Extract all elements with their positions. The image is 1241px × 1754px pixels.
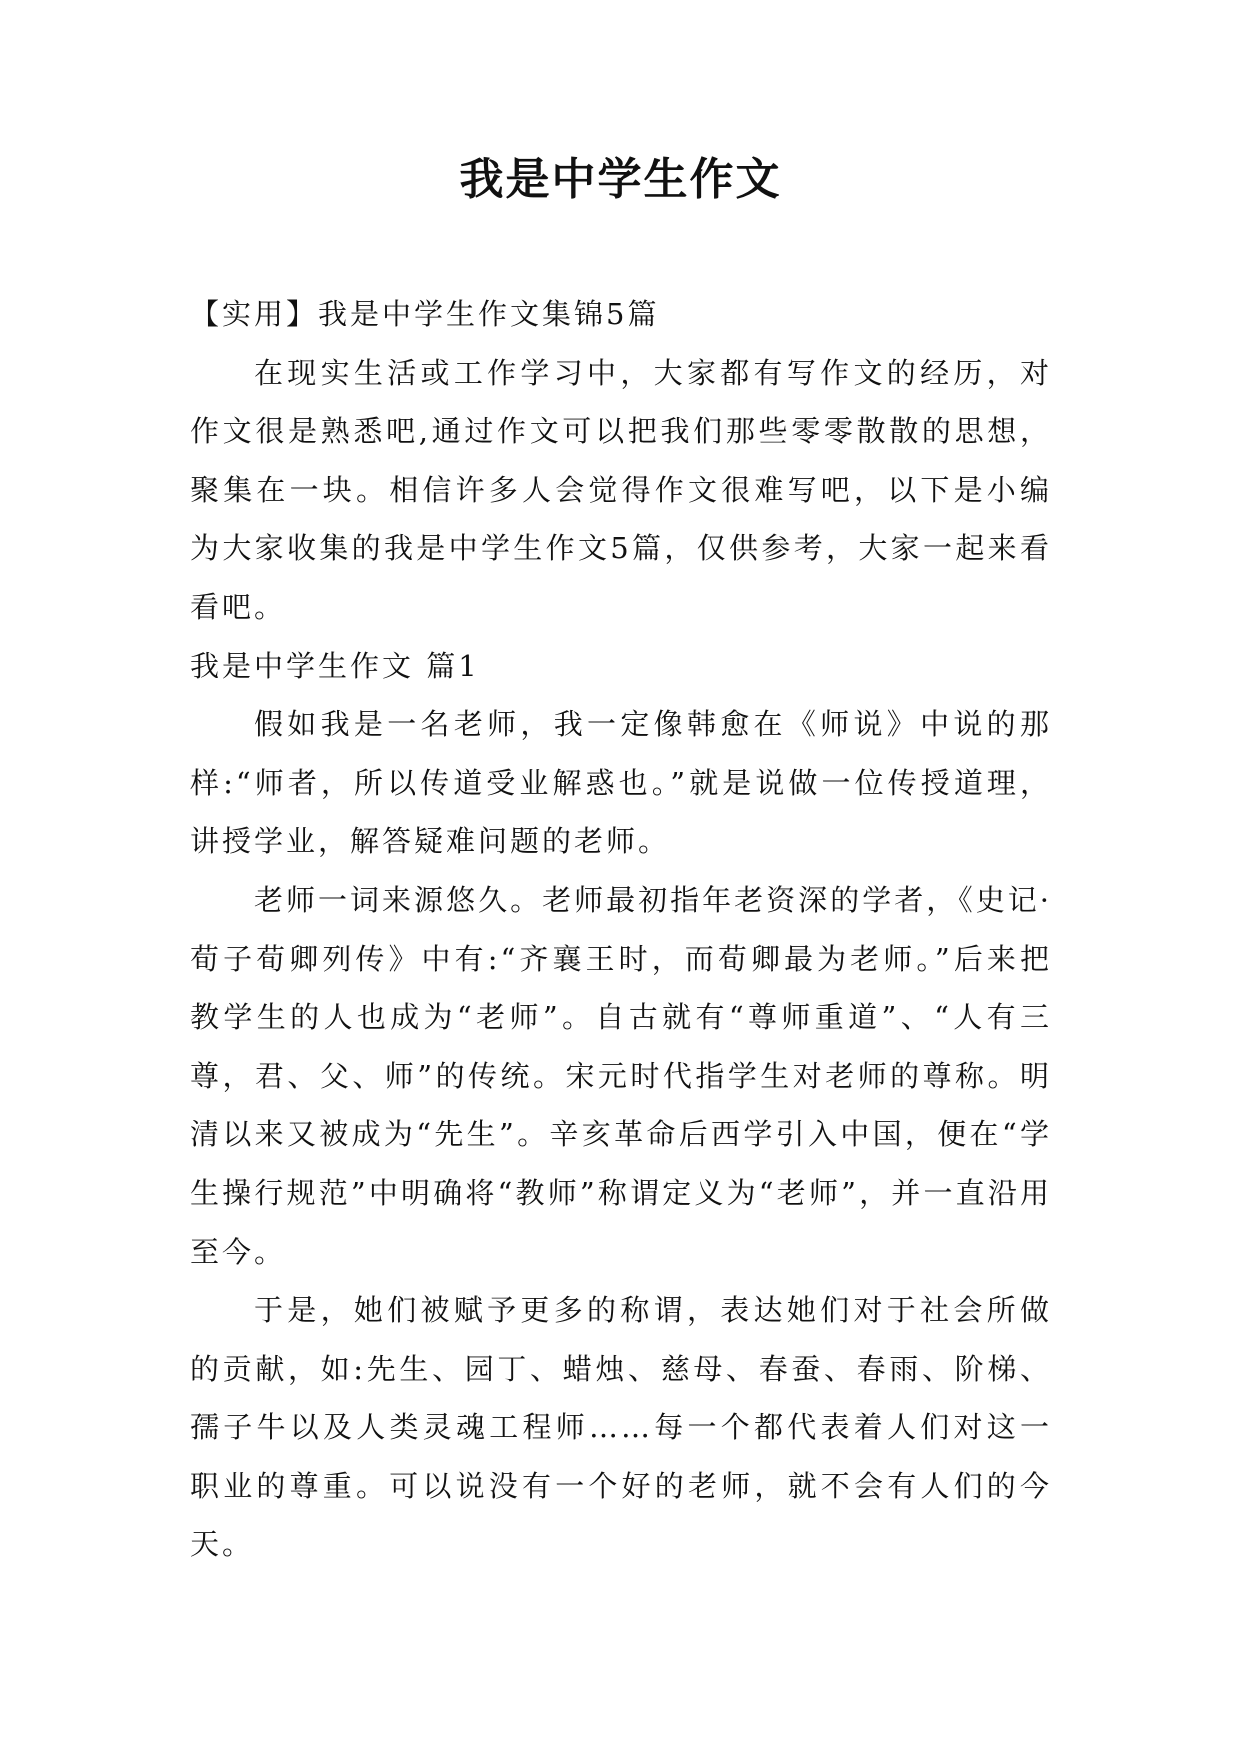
intro-paragraph: 在现实生活或工作学习中，大家都有写作文的经历，对作文很是熟悉吧,通过作文可以把我们那些零零散散的思想，聚集在一块。相信许多人会觉得作文很难写吧，以下是小编为大家收集的我是中学生作文5篇，仅供参考，大家一起来看看吧。 (190, 355, 1052, 624)
body-paragraph: 于是，她们被赋予更多的称谓，表达她们对于社会所做的贡献，如:先生、园丁、蜡烛、慈母、春蚕、春雨、阶梯、孺子牛以及人类灵魂工程师……每一个都代表着人们对这一职业的尊重。可以说没有一个好的老师，就不会有人们的今天。 (190, 1293, 1052, 1562)
body-paragraph: 假如我是一名老师，我一定像韩愈在《师说》中说的那样:“师者，所以传道受业解惑也。”就是说做一位传授道理，讲授学业，解答疑难问题的老师。 (190, 707, 1052, 859)
body-paragraph: 老师一词来源悠久。老师最初指年老资深的学者，《史记·荀子荀卿列传》中有:“齐襄王时，而荀卿最为老师。”后来把教学生的人也成为“老师”。自古就有“尊师重道”、“人有三尊，君、父、师”的传统。宋元时代指学生对老师的尊称。明清以来又被成为“先生”。辛亥革命后西学引入中国，便在“学生操行规范”中明确将“教师”称谓定义为“老师”，并一直沿用至今。 (190, 882, 1052, 1269)
document-body (190, 285, 1052, 1574)
document-subtitle: 【实用】我是中学生作文集锦5篇 (190, 297, 660, 331)
section-heading: 我是中学生作文 篇1 (190, 648, 480, 683)
document-title: 我是中学生作文 (459, 154, 782, 205)
